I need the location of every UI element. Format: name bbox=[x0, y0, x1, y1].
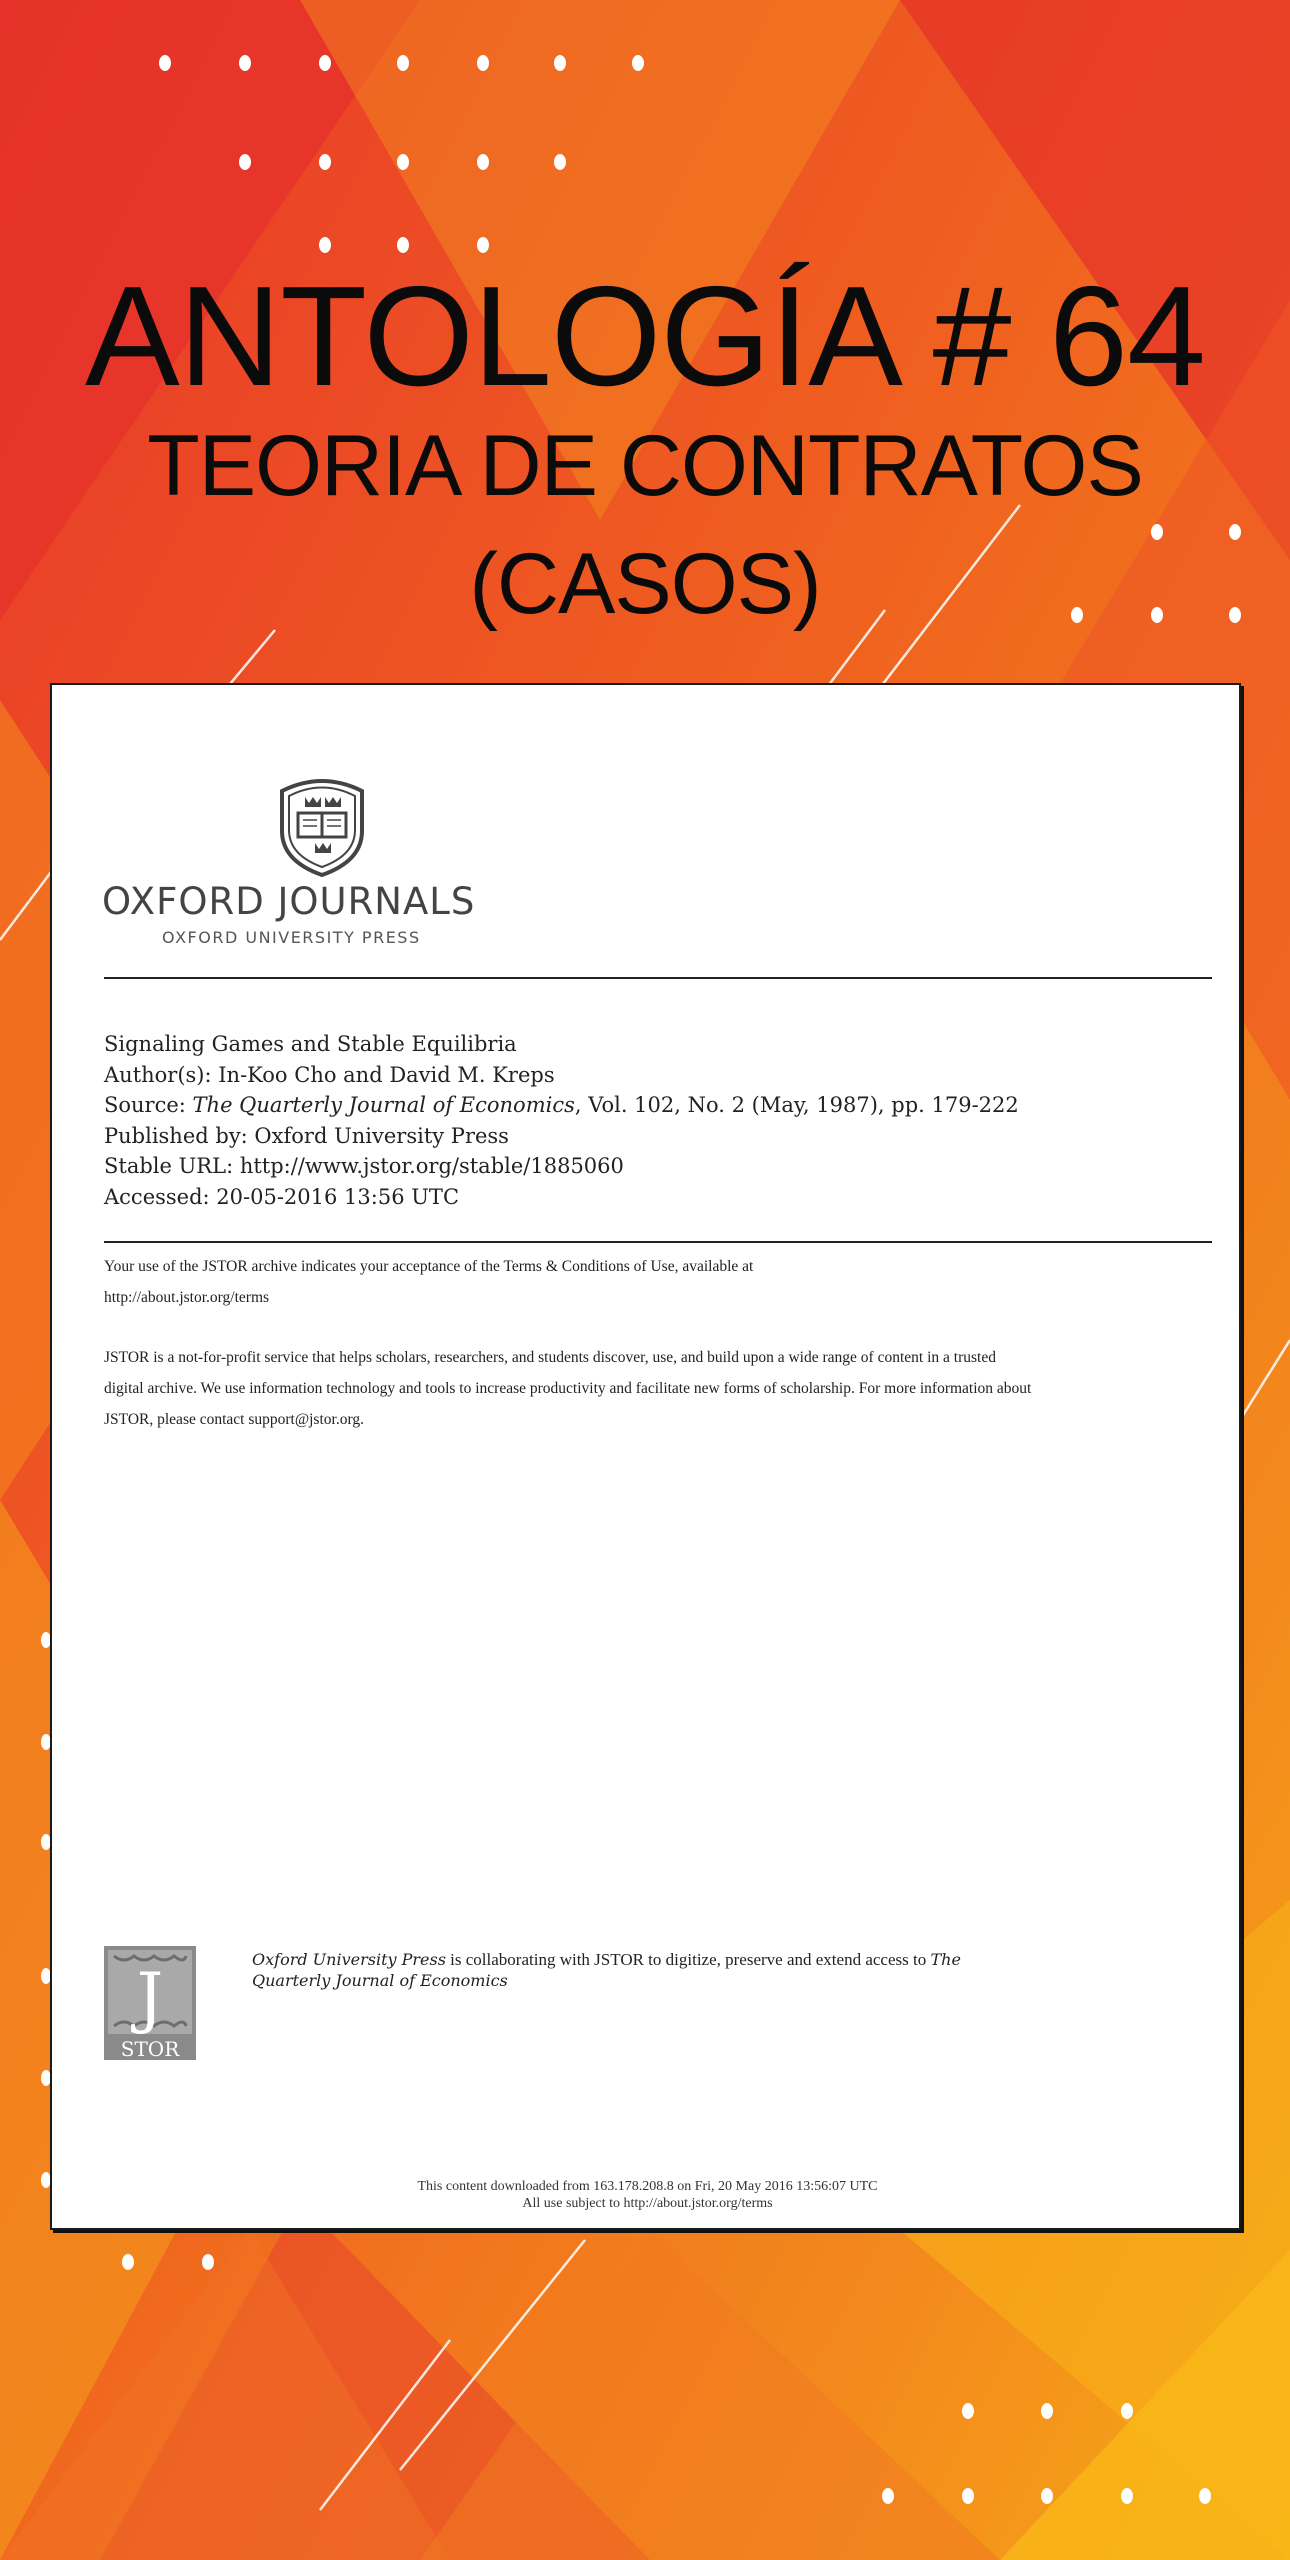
publisher-name: OXFORD JOURNALS bbox=[102, 880, 476, 923]
publisher-sub: OXFORD UNIVERSITY PRESS bbox=[162, 928, 421, 947]
cover-subtitle: TEORIA DE CONTRATOS bbox=[147, 418, 1143, 514]
stable-url[interactable]: Stable URL: http://www.jstor.org/stable/1885060 bbox=[104, 1154, 624, 1178]
citation-block bbox=[104, 1029, 1214, 1212]
article-authors: Author(s): In-Koo Cho and David M. Kreps bbox=[104, 1062, 555, 1087]
description-line: JSTOR is a not-for-profit service that helps scholars, researchers, and students discover, use, and build upon a wide range of content in a trusted bbox=[104, 1349, 996, 1366]
source-details: , Vol. 102, No. 2 (May, 1987), pp. 179-222 bbox=[574, 1093, 1019, 1117]
cover-subtitle-cases: (CASOS) bbox=[469, 536, 821, 632]
jstor-logo-icon bbox=[104, 1946, 196, 2060]
article-title: Signaling Games and Stable Equilibria bbox=[104, 1032, 517, 1056]
collab-text: is collaborating with JSTOR to digitize, preserve and extend access to bbox=[445, 1950, 931, 1969]
article-source bbox=[104, 1090, 1214, 1121]
article-publisher: Published by: Oxford University Press bbox=[104, 1123, 509, 1148]
description-line: JSTOR, please contact support@jstor.org. bbox=[104, 1411, 364, 1428]
cover-title: ANTOLOGÍA # 64 bbox=[85, 257, 1205, 416]
footer-terms-link[interactable]: All use subject to http://about.jstor.org/terms bbox=[522, 2196, 773, 2211]
terms-notice bbox=[104, 1251, 1214, 1313]
collab-journal: The bbox=[930, 1950, 961, 1969]
jstor-logo-word: STOR bbox=[120, 2037, 180, 2060]
source-prefix: Source: bbox=[104, 1093, 193, 1117]
download-footer bbox=[52, 2178, 1243, 2212]
document-page bbox=[50, 683, 1241, 2230]
divider bbox=[104, 1241, 1212, 1243]
oxford-crest-icon bbox=[272, 769, 372, 879]
divider bbox=[104, 977, 1212, 979]
collaboration-notice bbox=[252, 1949, 1132, 1991]
collab-press: Oxford University Press bbox=[252, 1950, 446, 1969]
jstor-logo-letter: J bbox=[136, 1959, 164, 2036]
collab-journal-rest: Quarterly Journal of Economics bbox=[252, 1971, 508, 1990]
footer-line: This content downloaded from 163.178.208.8 on Fri, 20 May 2016 13:56:07 UTC bbox=[417, 2179, 878, 2194]
accessed-date: Accessed: 20-05-2016 13:56 UTC bbox=[104, 1184, 460, 1209]
terms-link[interactable]: http://about.jstor.org/terms bbox=[104, 1289, 270, 1306]
terms-line: Your use of the JSTOR archive indicates your acceptance of the Terms & Conditions of Use, available at bbox=[104, 1258, 754, 1275]
jstor-description bbox=[104, 1342, 1214, 1435]
source-journal: The Quarterly Journal of Economics bbox=[192, 1093, 575, 1117]
description-line: digital archive. We use information technology and tools to increase productivity and facilitate new forms of scholarship. For more information about bbox=[104, 1380, 1032, 1397]
